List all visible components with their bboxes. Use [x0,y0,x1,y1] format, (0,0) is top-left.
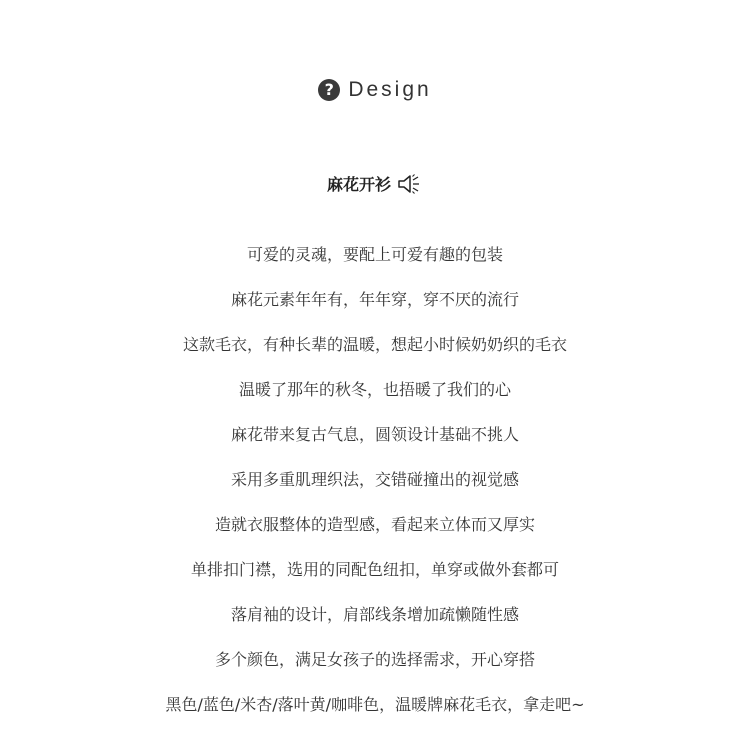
description-line: 落肩袖的设计，肩部线条增加疏懒随性感 [230,605,519,624]
design-label: Design [348,78,432,101]
description-line: 这款毛衣，有种长辈的温暖，想起小时候奶奶织的毛衣 [182,335,567,354]
description-line: 温暖了那年的秋冬，也捂暖了我们的心 [238,380,511,399]
question-circle-icon: ? [318,79,340,101]
speaker-icon [397,173,423,195]
description-line: 采用多重肌理织法，交错碰撞出的视觉感 [230,470,519,489]
description-line: 多个颜色，满足女孩子的选择需求，开心穿搭 [214,650,535,669]
description-line: 麻花元素年年有，年年穿，穿不厌的流行 [230,290,519,309]
description-line: 可爱的灵魂，要配上可爱有趣的包装 [246,245,503,264]
description-line: 麻花带来复古气息，圆领设计基础不挑人 [230,425,519,444]
description-line: 单排扣门襟，选用的同配色纽扣，单穿或做外套都可 [190,560,559,579]
design-header [0,78,750,102]
description-line: 黑色/蓝色/米杏/落叶黄/咖啡色，温暖牌麻花毛衣，拿走吧~ [165,695,585,714]
product-title-row [0,172,750,195]
description-lines [0,240,750,735]
description-line: 造就衣服整体的造型感，看起来立体而又厚实 [214,515,535,534]
product-title: 麻花开衫 [326,175,391,194]
